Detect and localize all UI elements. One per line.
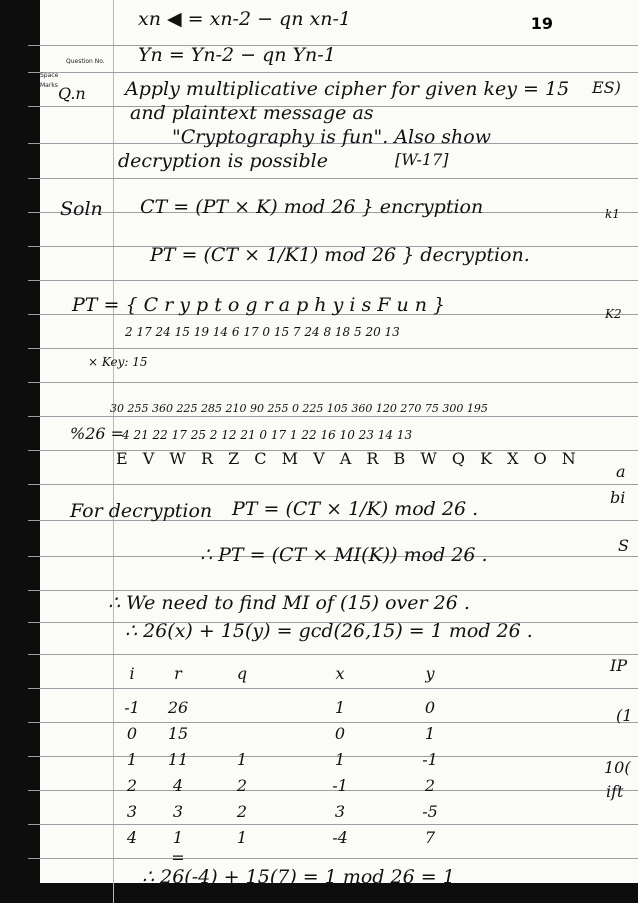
edge-fragment: 10( — [604, 758, 631, 777]
table-row — [100, 776, 580, 800]
table-cell: 2 — [236, 776, 248, 795]
edge-fragment: S — [618, 536, 629, 555]
key-label: × Key: 15 — [88, 355, 148, 369]
ruled-line — [28, 484, 638, 485]
table-cell: 1 — [334, 698, 346, 717]
edge-fragment: a — [616, 462, 626, 481]
margin-label-marks: Marks — [40, 82, 58, 89]
table-header-r: r — [174, 664, 182, 683]
table-cell: -5 — [422, 802, 438, 821]
table-cell: -1 — [332, 776, 348, 795]
mi-need-line: ∴ We need to find MI of (15) over 26 . — [108, 592, 470, 614]
decryption-formula-2: ∴ PT = (CT × MI(K)) mod 26 . — [200, 544, 488, 566]
table-row — [100, 724, 580, 748]
ruled-line — [28, 382, 638, 383]
ruled-line — [28, 688, 638, 689]
question-label: Q.n — [58, 84, 86, 103]
table-header-q: q — [236, 664, 248, 683]
ruled-line — [28, 178, 638, 179]
ruled-line — [28, 348, 638, 349]
table-cell: 1 — [172, 828, 184, 847]
table-cell: 3 — [334, 802, 346, 821]
page-left-edge — [0, 0, 40, 903]
table-cell: 1 — [236, 750, 248, 769]
table-row — [100, 698, 580, 722]
ruled-line — [28, 722, 638, 723]
result-line: ∴ 26(-4) + 15(7) = 1 mod 26 = 1 — [142, 866, 455, 888]
table-cell: 4 — [172, 776, 184, 795]
table-cell: 3 — [126, 802, 138, 821]
table-cell: -4 — [332, 828, 348, 847]
margin-label-space: Space — [40, 72, 59, 79]
ruled-line — [28, 280, 638, 281]
table-cell: 26 — [167, 698, 189, 717]
table-cell: 2 — [424, 776, 436, 795]
table-cell: 1 — [236, 828, 248, 847]
table-cell: 0 — [334, 724, 346, 743]
question-line-1: Apply multiplicative cipher for given key = 15 — [125, 78, 570, 100]
table-cell: 4 — [126, 828, 138, 847]
edge-fragment: bi — [610, 488, 626, 507]
table-cell: 1 — [334, 750, 346, 769]
table-cell: -1 — [422, 750, 438, 769]
mod-values: 4 21 22 17 25 2 12 21 0 17 1 22 16 10 23 14 13 — [122, 428, 413, 442]
table-cell: 0 — [126, 724, 138, 743]
table-header-x: x — [335, 664, 345, 683]
table-cell: = — [171, 848, 185, 867]
question-tag: [W-17] — [395, 150, 449, 169]
table-cell: 2 — [236, 802, 248, 821]
table-cell: 7 — [424, 828, 436, 847]
gcd-equation: ∴ 26(x) + 15(y) = gcd(26,15) = 1 mod 26 . — [125, 620, 533, 642]
table-header-i: i — [129, 664, 135, 683]
table-row — [100, 750, 580, 774]
table-cell: 2 — [126, 776, 138, 795]
question-line-4: decryption is possible — [118, 150, 328, 172]
products-line: 30 255 360 225 285 210 90 255 0 225 105 360 120 270 75 300 195 — [110, 402, 488, 415]
ruled-line — [28, 72, 638, 73]
page-number: 19 — [530, 14, 553, 33]
ruled-line — [28, 590, 638, 591]
encryption-formula: CT = (PT × K) mod 26 } encryption — [140, 196, 484, 218]
table-cell: 1 — [126, 750, 138, 769]
edge-fragment: ift — [606, 782, 624, 801]
table-header-y: y — [425, 664, 435, 683]
header-line-2: Yn = Yn-2 − qn Yn-1 — [138, 44, 336, 66]
question-line-2: and plaintext message as — [130, 102, 374, 124]
ruled-line — [28, 654, 638, 655]
plaintext-line: PT = { C r y p t o g r a p h y i s F u n } — [72, 294, 446, 316]
question-line-3: "Cryptography is fun". Also show — [172, 126, 491, 148]
edge-fragment: IP — [610, 656, 628, 675]
table-cell: 15 — [167, 724, 189, 743]
mod-label: %26 = — [70, 424, 125, 443]
table-cell: 3 — [172, 802, 184, 821]
edge-fragment: k1 — [605, 207, 620, 221]
edge-fragment: K2 — [605, 307, 622, 321]
solution-label: Soln — [60, 198, 103, 220]
table-cell: -1 — [124, 698, 140, 717]
table-cell: 1 — [424, 724, 436, 743]
table-cell: 11 — [167, 750, 189, 769]
table-cell: 0 — [424, 698, 436, 717]
plaintext-numbers: 2 17 24 15 19 14 6 17 0 15 7 24 8 18 5 20 13 — [125, 325, 400, 339]
header-line-1: xn ◀ = xn-2 − qn xn-1 — [138, 8, 351, 30]
cipher-letters: E V W R Z C M V A R B W Q K X O N — [116, 449, 581, 468]
edge-fragment: (1 — [616, 706, 633, 725]
edge-fragment: ES) — [592, 78, 621, 97]
ruled-line — [28, 416, 638, 417]
decryption-formula-1: PT = (CT × 1/K) mod 26 . — [232, 498, 479, 520]
table-header-row — [100, 664, 580, 688]
decryption-label: For decryption — [70, 500, 213, 522]
table-row — [100, 802, 580, 826]
margin-label-question: Question No. — [66, 58, 105, 65]
decryption-formula: PT = (CT × 1/K1) mod 26 } decryption. — [150, 244, 530, 266]
